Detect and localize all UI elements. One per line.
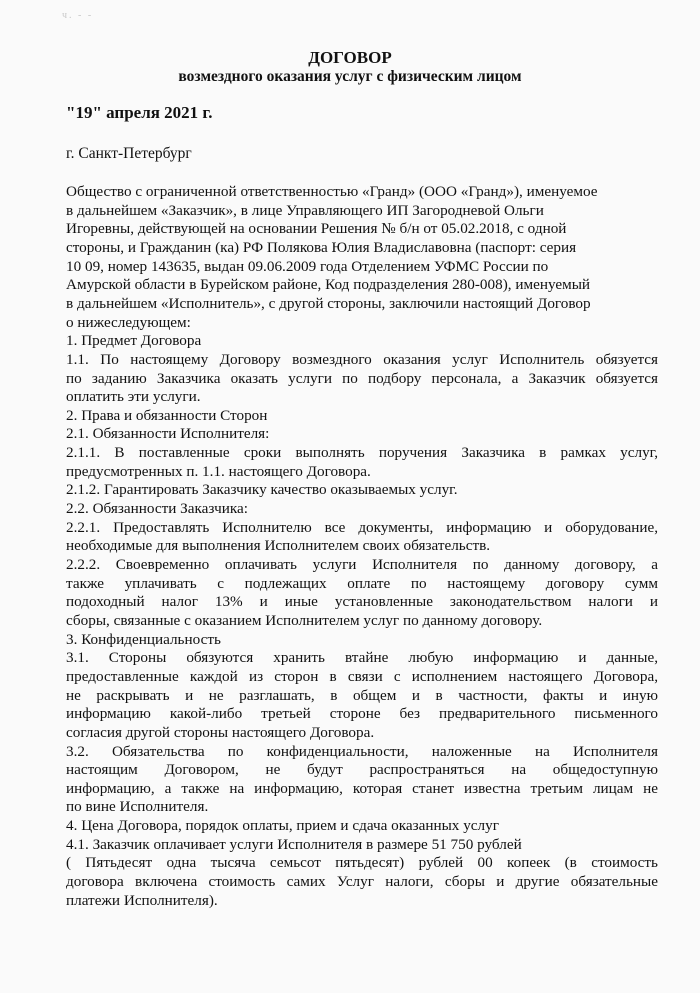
body-line: 2.2. Обязанности Заказчика: bbox=[66, 500, 248, 518]
body-line: 2.2.2. Своевременно оплачивать услуги Исполнителя по данному договору, а bbox=[66, 556, 658, 573]
body-line: договора включена стоимость самих Услуг налоги, сборы и другие обязательные bbox=[66, 873, 658, 891]
body-line: в дальнейшем «Заказчик», в лице Управляющего ИП Загородневой Ольги bbox=[66, 201, 544, 219]
body-line: подоходный налог 13% и иные установленные законодательством налоги и bbox=[66, 593, 658, 611]
body-line: необходимые для выполнения Исполнителем своих обязательств. bbox=[66, 537, 491, 555]
body-line: ( Пятьдесят одна тысяча семьсот пятьдесят) рублей 00 копеек (в стоимость bbox=[66, 854, 658, 872]
body-line: предусмотренных п. 1.1. настоящего Договора. bbox=[66, 462, 371, 480]
body-line: 1.1. По настоящему Договору возмездного оказания услуг Исполнитель обязуется bbox=[66, 350, 658, 368]
contract-city: г. Санкт-Петербург bbox=[66, 145, 192, 162]
body-line: 2.1.2. Гарантировать Заказчику качество оказываемых услуг. bbox=[66, 481, 458, 499]
body-line: в дальнейшем «Исполнитель», с другой стороны, заключили настоящий Договор bbox=[66, 294, 591, 312]
body-line: предоставленные каждой из сторон в связи с исполнением настоящего Договора, bbox=[66, 667, 658, 685]
contract-date: "19" апреля 2021 г. bbox=[66, 103, 213, 122]
scan-smudge: ч. - - bbox=[62, 10, 94, 21]
body-line: Игоревны, действующей на основании Решения № б/н от 05.02.2018, с одной bbox=[66, 220, 567, 238]
body-line: 2. Права и обязанности Сторон bbox=[66, 406, 268, 424]
body-line: 3.2. Обязательства по конфиденциальности, наложенные на Исполнителя bbox=[66, 742, 658, 760]
body-line: Амурской области в Бурейском районе, Код подразделения 280-008), именуемый bbox=[66, 276, 591, 294]
body-line: информацию, а также на информацию, которая станет известна третьим лицам не bbox=[66, 779, 658, 797]
body-line: 4. Цена Договора, порядок оплаты, прием и сдача оказанных услуг bbox=[66, 817, 499, 835]
body-line: по вине Исполнителя. bbox=[66, 798, 209, 816]
body-line: 1. Предмет Договора bbox=[66, 332, 202, 350]
body-line: оплатить эти услуги. bbox=[66, 388, 201, 406]
body-line: настоящим Договором, не будут распространяться на общедоступную bbox=[66, 761, 658, 779]
body-line: 3.1. Стороны обязуются хранить втайне любую информацию и данные, bbox=[66, 649, 658, 667]
document-subtitle: возмездного оказания услуг с физическим лицом bbox=[178, 68, 522, 85]
body-line: 2.2.1. Предоставлять Исполнителю все документы, информацию и оборудование, bbox=[66, 518, 658, 536]
body-line: информацию какой-либо третьей стороне без предварительного письменного bbox=[66, 705, 658, 723]
body-line: 2.1. Обязанности Исполнителя: bbox=[66, 425, 270, 443]
body-line: 3. Конфиденциальность bbox=[66, 630, 221, 648]
body-line: о нижеследующем: bbox=[66, 313, 191, 331]
body-line: Общество с ограниченной ответственностью «Гранд» (ООО «Гранд»), именуемое bbox=[66, 183, 598, 200]
body-line: платежи Исполнителя). bbox=[66, 891, 218, 909]
body-line: 4.1. Заказчик оплачивает услуги Исполнителя в размере 51 750 рублей bbox=[66, 835, 522, 853]
body-line: 2.1.1. В поставленные сроки выполнять поручения Заказчика в рамках услуг, bbox=[66, 444, 658, 462]
body-line: стороны, и Гражданин (ка) РФ Полякова Юлия Владиславовна (паспорт: серия bbox=[66, 238, 577, 256]
body-line: по заданию Заказчика оказать услуги по подбору персонала, а Заказчик обязуется bbox=[66, 369, 658, 387]
body-line: также уплачивать с подлежащих оплате по настоящему договору сумм bbox=[66, 574, 658, 592]
body-line: согласия другой стороны настоящего Договора. bbox=[66, 723, 375, 741]
body-line: 10 09, номер 143635, выдан 09.06.2009 года Отделением УФМС России по bbox=[66, 257, 549, 275]
document-title: ДОГОВОР bbox=[308, 48, 392, 67]
body-line: сборы, связанные с оказанием Исполнителем услуг по данному договору. bbox=[66, 611, 543, 629]
body-line: не раскрывать и не разглашать, в общем и в частности, факты и иную bbox=[66, 686, 658, 704]
